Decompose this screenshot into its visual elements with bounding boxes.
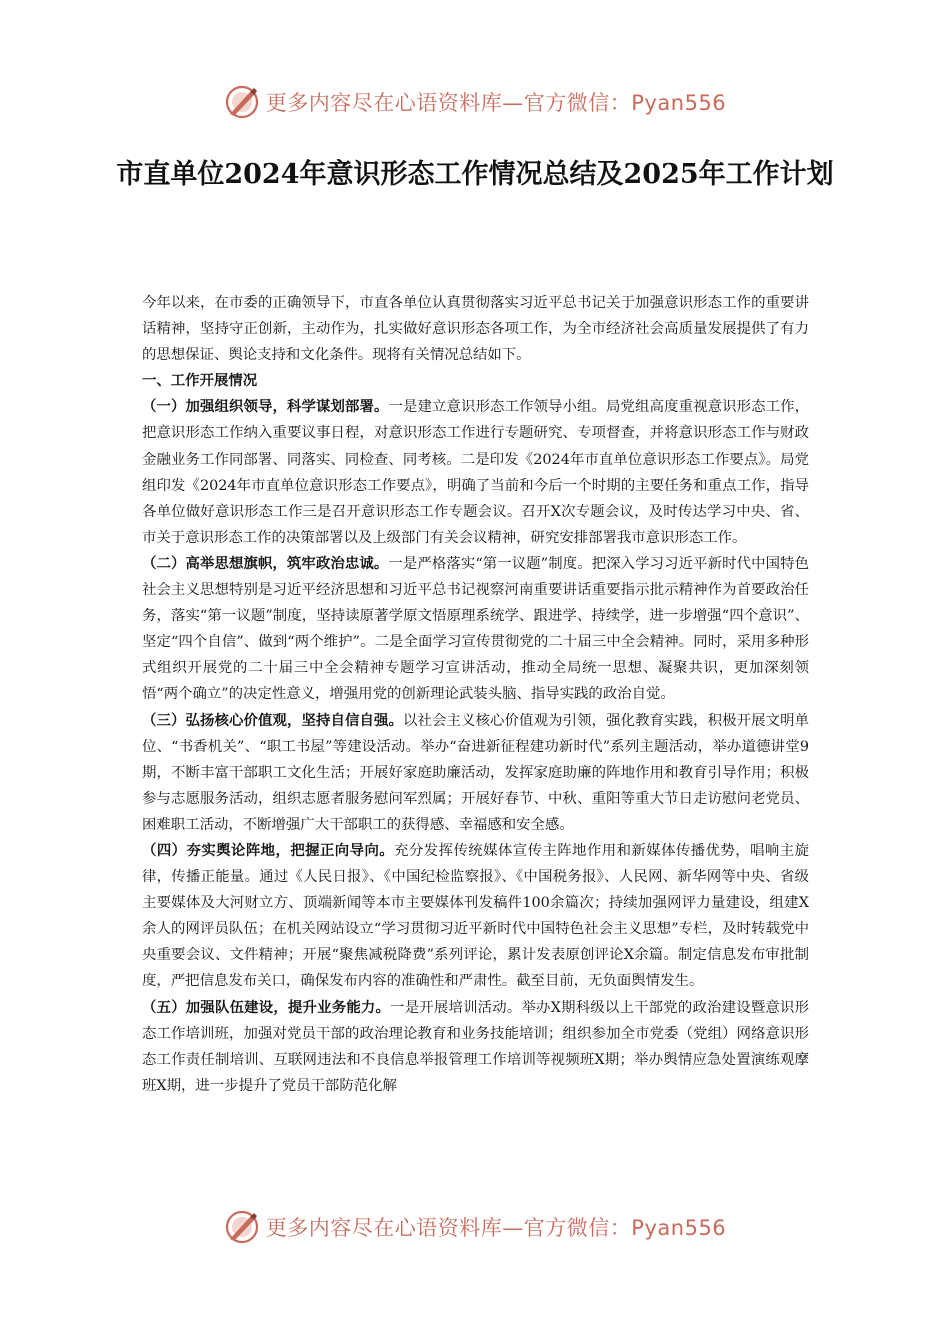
pen-logo-icon	[224, 84, 260, 120]
item-text: 一是严格落实“第一议题”制度。把深入学习习近平新时代中国特色社会主义思想特别是习近平经济思想和习近平总书记视察河南重要讲话重要指示批示精神作为首要政治任务，落实“第一议题”制度，坚持读原著学原文悟原理系统学、跟进学、持续学，进一步增强“四个意识”、坚定“四个自信”、做到“两个维护”。二是全面学习宣传贯彻党的二十届三中全会精神。同时，采用多种形式组织开展党的二十届三中全会精神专题学习宣讲活动，推动全局统一思想、凝聚共识，更加深刻领悟“两个确立”的决定性意义，增强用党的创新理论武装头脑、指导实践的政治自觉。	[142, 555, 809, 703]
pen-logo-icon	[224, 1209, 260, 1245]
section-heading: 一、工作开展情况	[142, 372, 258, 390]
item-paragraph	[142, 708, 809, 838]
item-text: 充分发挥传统媒体宣传主阵地作用和新媒体传播优势，唱响主旋律，传播正能量。通过《人民日报》、《中国纪检监察报》、《中国税务报》、人民网、新华网等中央、省级主要媒体及大河财立方、顶端新闻等本市主要媒体刊发稿件100余篇次；持续加强网评力量建设，组建X余人的网评员队伍；在机关网站设立“学习贯彻习近平新时代中国特色社会主义思想”专栏，及时转载党中央重要会议、文件精神；开展“聚焦减税降费”系列评论，累计发表原创评论X余篇。制定信息发布审批制度，严把信息发布关口，确保发布内容的准确性和严肃性。截至目前，无负面舆情发生。	[142, 842, 809, 990]
item-paragraph	[142, 995, 809, 1099]
item-text: 一是开展培训活动。举办X期科级以上干部党的政治建设暨意识形态工作培训班，加强对党员干部的政治理论教育和业务技能培训；组织参加全市党委（党组）网络意识形态工作责任制培训、互联网违法和不良信息举报管理工作培训等视频班X期；举办舆情应急处置演练观摩班X期，进一步提升了党员干部防范化解	[142, 999, 809, 1094]
item-text: 以社会主义核心价值观为引领，强化教育实践，积极开展文明单位、“书香机关”、“职工书屋”等建设活动。举办“奋进新征程建功新时代”系列主题活动，举办道德讲堂9期，不断丰富干部职工文化生活；开展好家庭助廉活动，发挥家庭助廉的阵地作用和教育引导作用；积极参与志愿服务活动，组织志愿者服务慰问军烈属；开展好春节、中秋、重阳等重大节日走访慰问老党员、困难职工活动，不断增强广大干部职工的获得感、幸福感和安全感。	[142, 712, 809, 833]
item-paragraph	[142, 838, 809, 995]
item-paragraph	[142, 551, 809, 708]
document-title: 市直单位2024年意识形态工作情况总结及2025年工作计划	[116, 159, 834, 190]
item-lead: （一）加强组织领导，科学谋划部署。	[142, 398, 389, 416]
watermark-text: 更多内容尽在心语资料库—官方微信：Pyan556	[265, 1216, 727, 1240]
item-lead: （二）高举思想旗帜，筑牢政治忠诚。	[142, 554, 389, 572]
item-text: 一是建立意识形态工作领导小组。局党组高度重视意识形态工作，把意识形态工作纳入重要议事日程，对意识形态工作进行专题研究、专项督查，并将意识形态工作与财政金融业务工作同部署、同落实、同检查、同考核。二是印发《2024年市直单位意识形态工作要点》。局党组印发《2024年市直单位意识形态工作要点》，明确了当前和今后一个时期的主要任务和重点工作，指导各单位做好意识形态工作三是召开意识形态工作专题会议。召开X次专题会议，及时传达学习中央、省、市关于意识形态工作的决策部署以及上级部门有关会议精神，研究安排部署我市意识形态工作。	[142, 399, 809, 546]
item-lead: （四）夯实舆论阵地，把握正向导向。	[142, 841, 395, 859]
header-watermark-banner	[0, 80, 950, 124]
item-paragraph	[142, 394, 809, 551]
item-lead: （五）加强队伍建设，提升业务能力。	[142, 998, 391, 1016]
intro-paragraph: 今年以来，在市委的正确领导下，市直各单位认真贯彻落实习近平总书记关于加强意识形态工作的重要讲话精神，坚持守正创新，主动作为，扎实做好意识形态各项工作，为全市经济社会高质量发展提供了有力的思想保证、舆论支持和文化条件。现将有关情况总结如下。	[142, 295, 809, 364]
watermark-text: 更多内容尽在心语资料库—官方微信：Pyan556	[265, 91, 727, 115]
document-body	[142, 290, 809, 1099]
item-lead: （三）弘扬核心价值观，坚持自信自强。	[142, 711, 404, 729]
footer-watermark-banner	[0, 1205, 950, 1249]
